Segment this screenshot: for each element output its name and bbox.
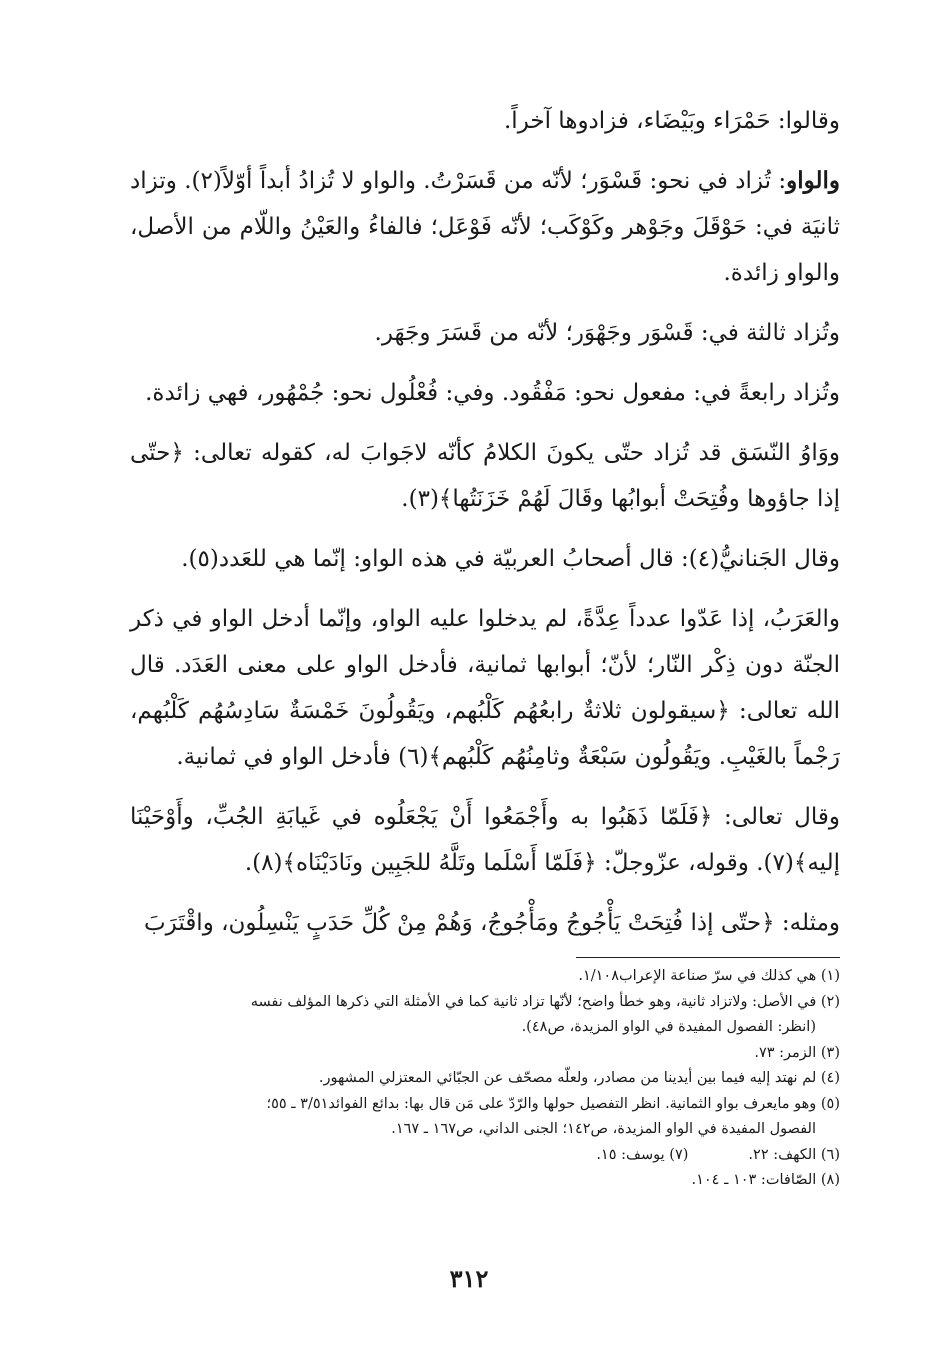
footnote-3: (٣) الزمر: ٧٣. <box>754 1044 840 1061</box>
paragraph-4: وتُزاد رابعةً في: مفعول نحو: مَفْقُود. وفي: فُعْلُول نحو: جُمْهُور، فهي زائدة. <box>145 380 840 406</box>
footnote-2-line-2: (انظر: الفصول المفيدة في الواو المزيدة، ص٤٨). <box>521 1019 816 1035</box>
footnote-6: (٦) الكهف: ٢٢. <box>748 1146 840 1163</box>
paragraph-2-term: والواو <box>786 167 840 194</box>
footnote-row-6-7 <box>130 1143 840 1169</box>
footnote-8: (٨) الصّافات: ١٠٣ ـ ١٠٤. <box>691 1172 840 1188</box>
footnote-5-line-1: (٥) وهو مايعرف بواو الثمانية. انظر التفصيل حولها والرّدّ على مَن قال بها: بدائع الفوائد٣/٥١ ـ ٥٥؛ <box>266 1095 840 1112</box>
footnote-5-line-2: الفصول المفيدة في الواو المزيدة، ص١٤٢؛ الجنى الداني، ص١٦٧ ـ ١٦٧. <box>391 1121 816 1137</box>
paragraph-2 <box>130 158 840 296</box>
main-text <box>130 98 840 958</box>
footnotes <box>130 964 840 1194</box>
paragraph-8: وقال تعالى: ﴿فَلَمّا ذَهَبُوا به وأَجْمَعُوا أَنْ يَجْعَلُوه في غَيابَةِ الجُبِّ، وأَوْحَيْنَا إليه﴾(٧). وقوله، عزّوجلّ: ﴿فَلَمّا أَسْلَما وتَلَّهُ للجَبِين ونَادَيْنَاه﴾(٨). <box>130 804 840 876</box>
footnote-1: (١) هي كذلك في سرّ صناعة الإعراب١/١٠٨. <box>578 968 840 984</box>
paragraph-1: وقالوا: حَمْرَاء وبَيْضَاء، فزادوها آخراً. <box>504 108 840 134</box>
paragraph-2-text: : تُزاد في نحو: قَسْوَر؛ لأنّه من قَسَرْتُ. والواو لا تُزادُ أبداً أوّلاً(٢). وتزاد ثانيَة في: حَوْقَلَ وجَوْهر وكَوْكَب؛ لأنّه فَوْعَل؛ فالفاءُ والعَيْنُ واللّام من الأصل، والواو زائدة. <box>130 168 840 286</box>
footnote-7: (٧) يوسف: ١٥. <box>596 1146 689 1163</box>
footnote-2-line-1: (٢) في الأصل: ولاتزاد ثانية، وهو خطأ واضح؛ لأنّها تزاد ثانية كما في الأمثلة التي ذكرها المؤلف نفسه <box>250 993 840 1010</box>
paragraph-3: وتُزاد ثالثة في: قَسْوَر وجَهْوَر؛ لأنّه من قَسَرَ وجَهَر. <box>374 320 840 346</box>
footnote-separator <box>576 957 840 958</box>
paragraph-9: ومثله: ﴿حتّى إذا فُتِحَتْ يَأْجُوجُ ومَأْجُوجُ، وَهُمْ مِنْ كُلِّ حَدَبٍ يَنْسِلُون، واقْتَرَبَ <box>144 910 840 936</box>
footnote-4: (٤) لم نهتد إليه فيما بين أيدينا من مصادر، ولعلّه مصحّف عن الجبّائي المعتزلي المشهور. <box>318 1070 840 1086</box>
paragraph-5: ووَاوُ النّسَق قد تُزاد حتّى يكونَ الكلامُ كأنّه لاجَوابَ له، كقوله تعالى: ﴿حتّى إذا جاؤوها وفُتِحَتْ أبوابُها وقَالَ لَهُمْ خَزَنَتُها﴾(٣). <box>130 440 840 512</box>
paragraph-7: والعَرَبُ، إذا عَدّوا عدداً عِدَّةً، لم يدخلوا عليه الواو، وإنّما أدخل الواو في ذكر الجنّة دون ذِكْر النّار؛ لأنّ؛ أبوابها ثمانية، فأدخل الواو على معنى العَدَد. قال الله تعالى: ﴿سيقولون ثلاثةٌ رابعُهُم كَلْبُهم، ويَقُولُونَ خَمْسَةٌ سَادِسُهُم كَلْبُهم، رَجْماً بالغَيْبِ. ويَقُولُون سَبْعَةٌ وثامِنُهُم كَلْبُهم﴾(٦) فأدخل الواو في ثمانية. <box>130 606 840 770</box>
footnote-2 <box>130 990 840 1041</box>
page-number: ٣١٢ <box>449 1264 489 1293</box>
paragraph-6: وقال الجَنانيُّ(٤): قال أصحابُ العربيّة في هذه الواو: إنّما هي للعَدد(٥). <box>181 546 840 572</box>
footnote-5 <box>130 1092 840 1143</box>
